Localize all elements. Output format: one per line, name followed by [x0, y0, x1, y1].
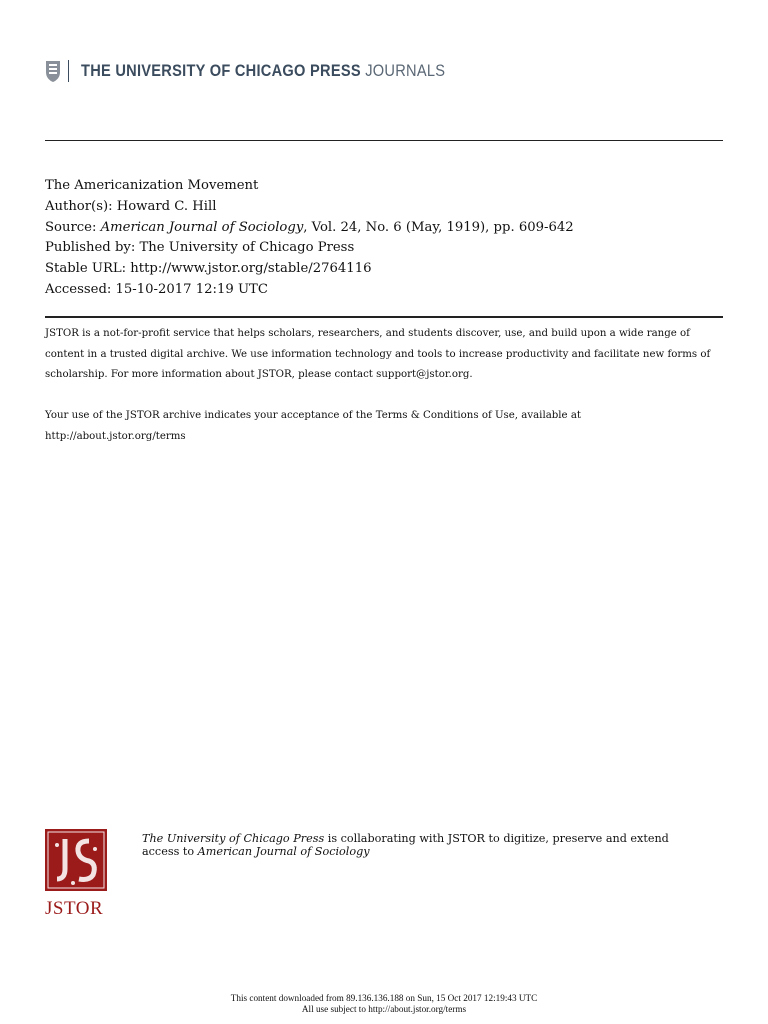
header-divider [68, 60, 69, 82]
top-divider [45, 140, 723, 141]
collaboration-statement [142, 832, 702, 858]
article-stable-url[interactable]: Stable URL: http://www.jstor.org/stable/2764116 [45, 261, 372, 277]
article-publisher: Published by: The University of Chicago Press [45, 240, 355, 256]
press-header [44, 58, 505, 84]
bottom-divider [45, 316, 723, 318]
article-author: Author(s): Howard C. Hill [45, 198, 217, 214]
jstor-logo [45, 829, 107, 920]
source-journal: American Journal of Sociology [100, 219, 304, 235]
collab-journal: American Journal of Sociology [197, 845, 370, 859]
press-shield-icon [44, 59, 62, 83]
article-title: The Americanization Movement [45, 178, 259, 193]
press-name [81, 61, 445, 81]
jstor-emblem-art [45, 829, 107, 891]
notice-paragraph-2 [45, 406, 725, 447]
terms-link[interactable]: http://about.jstor.org/terms [45, 430, 186, 442]
notice-paragraph-1: JSTOR is a not-for-profit service that helps scholars, researchers, and students discover, use, and build upon a wide range of content in a trusted digital archive. We use information technology and tools to increase productivity and facilitate new forms of scholarship. For more information about JSTOR, please contact support@jstor.org. [45, 328, 711, 381]
source-suffix: , Vol. 24, No. 6 (May, 1919), pp. 609-642 [303, 219, 574, 235]
article-accessed: Accessed: 15-10-2017 12:19 UTC [45, 281, 268, 297]
jstor-emblem-icon [45, 829, 107, 891]
footer-line-1: This content downloaded from 89.136.136.188 on Sun, 15 Oct 2017 12:19:43 UTC [230, 993, 538, 1003]
press-name-bold: THE UNIVERSITY OF CHICAGO PRESS [81, 61, 361, 80]
citation-block [45, 176, 574, 301]
download-footer [0, 993, 768, 1015]
jstor-notice [45, 324, 725, 448]
collab-text: is collaborating with JSTOR to digitize, preserve and extend access to [142, 832, 669, 859]
article-source [45, 218, 574, 239]
collab-publisher: The University of Chicago Press [142, 832, 325, 845]
terms-line: Your use of the JSTOR archive indicates your acceptance of the Terms & Conditions of Use, available at [45, 410, 581, 422]
source-prefix: Source: [45, 219, 101, 235]
footer-line-2: All use subject to http://about.jstor.org/terms [301, 1004, 467, 1014]
jstor-wordmark: JSTOR [45, 898, 104, 919]
press-name-journals: JOURNALS [365, 61, 446, 80]
